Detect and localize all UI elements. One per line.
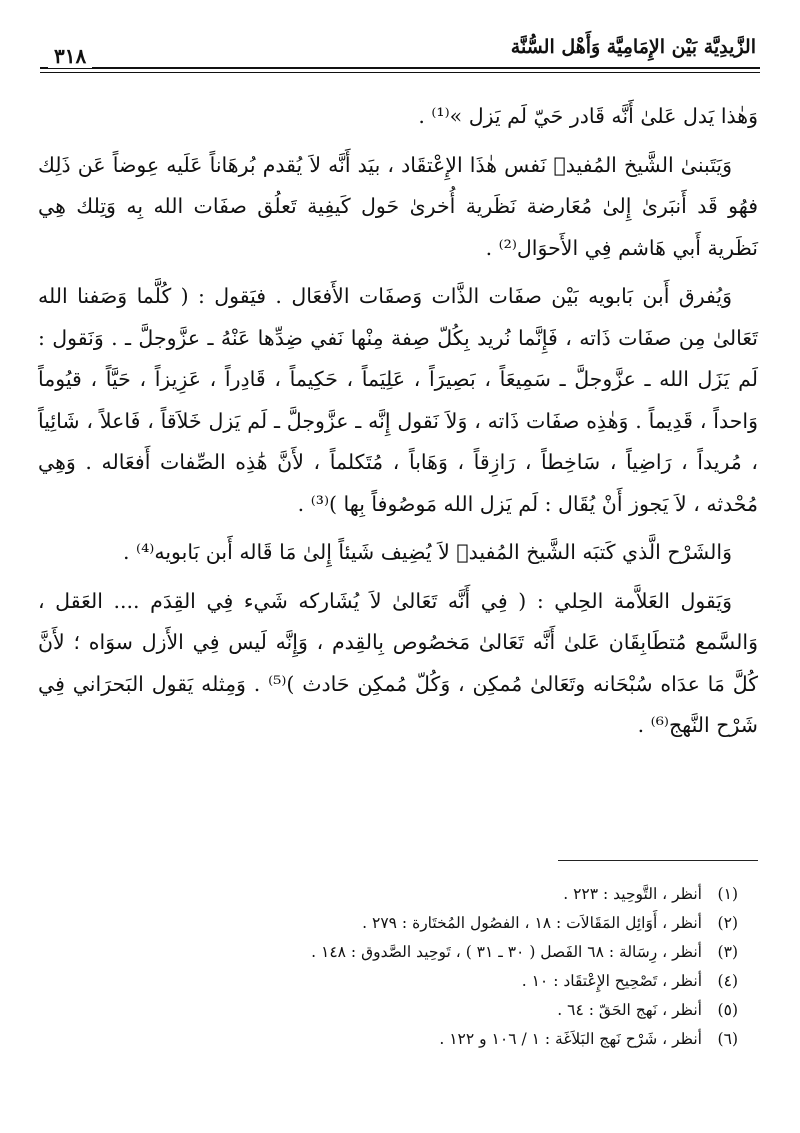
- paragraph: وَيَتَبنىٰ الشَّيخ المُفيد﷫ نَفس هٰذَا الإِعْتقَاد ، بيَد أَنَّه لاَ يُقدم بُرهَاناً عَلَيه عِوضاً عَن ذَلِك فهُو قَد أَنبَرىٰ إِلىٰ مُعَارضة نَظَرية أُخرىٰ حَول كَيفِية تَعلُق صفَات الله بِه وَتِلك هِي نَظَرية أَبي هَاشم فِي الأَحوَال⁽²⁾ .: [38, 152, 758, 260]
- footnote-item: [60, 880, 738, 909]
- footnote-item: [60, 967, 738, 996]
- footnote-number: (٥): [717, 1001, 738, 1019]
- running-title: الزَّيدِيَّة بَيْن الإِمَامِيَّة وَأَهْل السُّنَّة: [510, 36, 756, 58]
- header-rule-thin: [40, 72, 760, 73]
- footnote-item: [60, 996, 738, 1025]
- footnote-text: أنظر ، نَهج الحَقّ : ٦٤ .: [557, 1001, 702, 1019]
- footnote-number: (١): [717, 885, 738, 903]
- footnote-number: (٦): [717, 1030, 738, 1048]
- paragraph: وَيَقول العَلاَّمة الحِلي : ( فِي أَنَّه تَعَالىٰ لاَ يُشَاركه شَيء فِي القِدَم .... العَقل ، وَالسَّمع مُتطَابِقَان عَلىٰ أَنَّه تَعَالىٰ مَخصُوص بِالقِدم ، وَإِنَّه لَيس فِي الأَزل سوَاه ؛ لأَنَّ كُلَّ مَا عدَاه سُبْحَانه وتَعَالىٰ مُمكِن ، وَكُلّ مُمكِن حَادث )⁽⁵⁾ . وَمِثله يَقول البَحرَاني فِي شَرْح النَّهج⁽⁶⁾ .: [38, 588, 758, 737]
- main-text: [38, 96, 758, 754]
- page-header: [40, 28, 760, 70]
- footnote-number: (٢): [717, 914, 738, 932]
- footnote-text: أنظر ، التَّوحِيد : ٢٢٣ .: [563, 885, 702, 903]
- paragraph: وَيُفرق أَبن بَابويه بَيْن صفَات الذَّات وَصفَات الأَفعَال . فيَقول : ( كُلَّما وَصَفنا الله تَعَالىٰ مِن صفَات ذَاته ، فَإِنَّما نُريد بِكُلّ صِفة مِنْها نَفي ضِدِّها عَنْهُ ـ عزَّوجلَّ ـ . وَنَقول : لَم يَزَل الله ـ عزَّوجلَّ ـ سَمِيعَاً ، بَصِيرَاً ، عَلِيَماً ، حَكِيماً ، قَادِراً ، عَزِيزاً ، حَيَّاً ، قيُوماً وَاحداً ، قَدِيماً . وَهٰذِه صفَات ذَاته ، وَلاَ نَقول إِنَّه ـ عزَّوجلَّ ـ لَم يَزل خَلاَقاً ، فَاعلاً ، شَائِياً ، مُريداً ، رَاضِياً ، سَاخِطاً ، رَازِقاً ، وَهَاباً ، مُتَكلماً ، لأَنَّ هَٰذِه الصِّفات أَفعَاله . وَهِي مُحْدثه ، لاَ يَجوز أَنْ يُقَال : لَم يَزل الله مَوصُوفاً بِها )⁽³⁾ .: [38, 284, 758, 516]
- footnote-item: [60, 1025, 738, 1054]
- footnote-number: (٣): [717, 943, 738, 961]
- footnote-item: [60, 938, 738, 967]
- footnote-item: [60, 909, 738, 938]
- paragraph: وَهٰذا يَدل عَلىٰ أَنَّه قَادر حَيّ لَم يَزل »⁽¹⁾ .: [418, 104, 758, 128]
- page-number: ٣١٨: [48, 44, 92, 68]
- footnote-text: أنظر ، تَصْحِيح الإِعْتقَاد : ١٠ .: [521, 972, 702, 990]
- header-rule-thick: [40, 67, 760, 69]
- footnote-number: (٤): [717, 972, 738, 990]
- footnote-text: أنظر ، شَرْح نَهج البَلاَغَة : ١ / ١٠٦ و ١٢٢ .: [439, 1030, 702, 1048]
- footnotes: [60, 880, 738, 1054]
- footnote-separator: [558, 860, 758, 861]
- paragraph: وَالشَرْح الَّذي كَتبَه الشَّيخ المُفيد﷫ لاَ يُضِيف شَيئاً إِلىٰ مَا قَاله أَبن بَابويه⁽⁴⁾ .: [123, 540, 732, 564]
- footnote-text: أنظر ، رِسَالة : ٦٨ الفَصل ( ٣٠ ـ ٣١ ) ، تَوحِيد الصَّدوق : ١٤٨ .: [311, 943, 702, 961]
- footnote-text: أنظر ، أَوَائِل المَقَالاَت : ١٨ ، الفصُول المُختَارة : ٢٧٩ .: [362, 914, 702, 932]
